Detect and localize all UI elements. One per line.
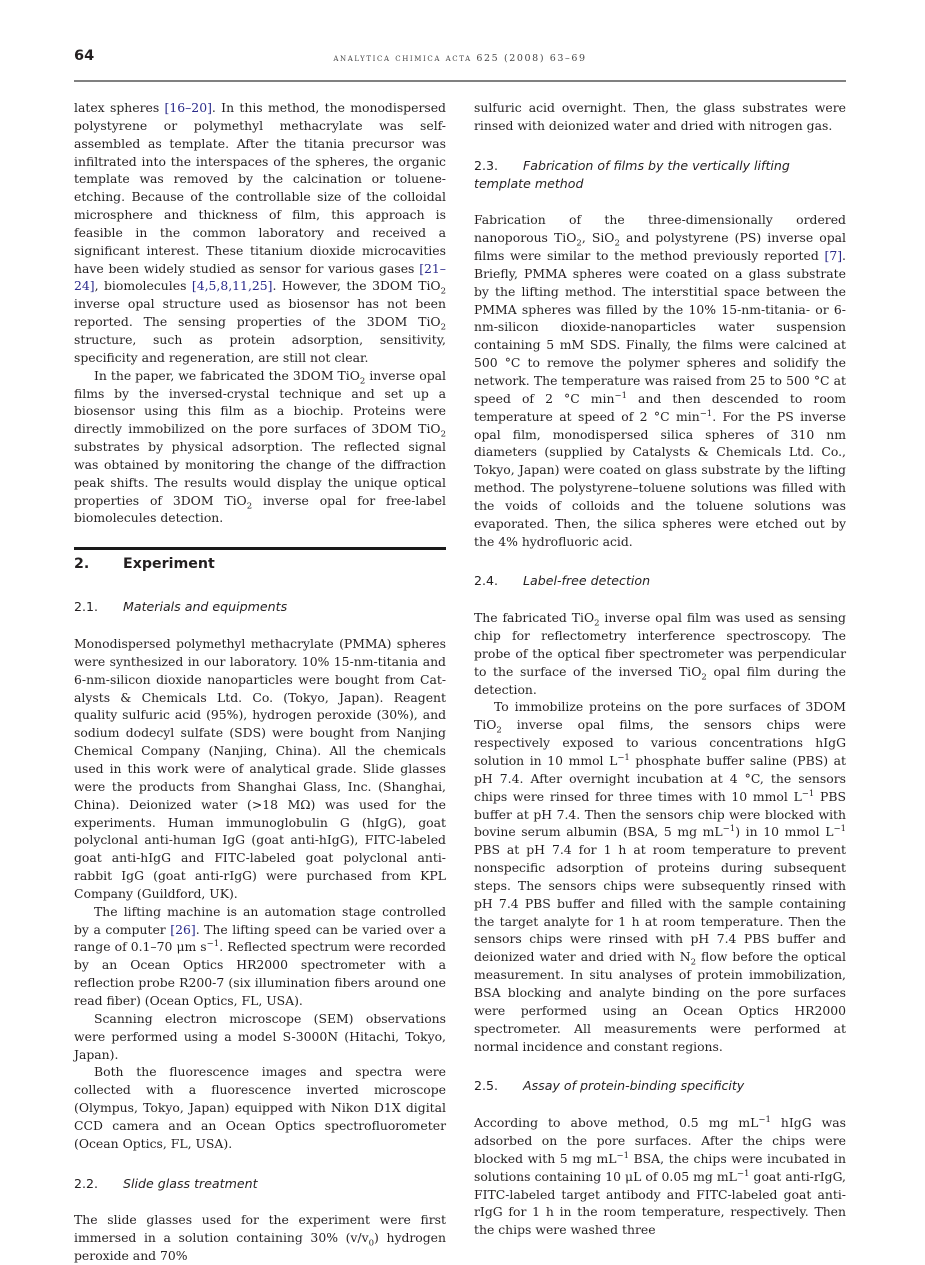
text: Both the fluorescence images and spectra were collected with a fluorescence inverted microscope (Olympus, Tokyo, Japan) equipped with Nikon D1X digital CCD camera and an Ocean Optics spectrofluorometer (Ocean Optics, FL, USA). <box>74 1064 446 1151</box>
text: Monodispersed polymethyl methacrylate (PMMA) spheres were synthesized in our laboratory. 10% 15-nm-titania and 6-nm-silicon dioxide nanoparticles were bought from Catalysts & Chemicals Ltd. Co. (Tokyo, Japan). Reagent quality sulfuric acid (95%), hydrogen peroxide (30%), and sodium dodecyl sulfate (SDS) were bought from Nanjing Chemical Company (Nanjing, China). All the chemicals used in this work were of analytical grade. Slide glasses were the products from Shanghai Glass, Inc. (Shanghai, China). Deionized water (>18 MΩ) was used for the experiments. Human immunoglobulin G (hIgG), goat polyclonal anti-human IgG (goat anti-hIgG), FITC-labeled goat anti-hIgG and FITC-labeled goat polyclonal anti-rabbit IgG (goat anti-rIgG) were purchased from KPL Company (Guildford, UK). <box>74 636 446 901</box>
right-column <box>474 99 846 1239</box>
slide-glass-paragraph-continued <box>474 99 846 135</box>
superscript: −1 <box>616 1150 629 1161</box>
text: . In this method, the monodispersed polystyrene or polymethyl methacrylate was self-assembled as template. After the titania precursor was infiltrated into the interspaces of the spheres, the organic template was removed by the calcination or toluene-etching. Because of the controllable size of the colloidal microsphere and thickness of film, this approach is feasible in the common laboratory and received a significant interest. These titanium dioxide microcavities have been widely studied as sensor for various gases <box>74 100 446 276</box>
citation-link[interactable]: [7] <box>824 248 843 264</box>
subsection-number: 2.3. <box>474 157 499 173</box>
subsection-heading-assay <box>474 1077 846 1095</box>
text: goat anti-rIgG, FITC-labeled target antibody and FITC-labeled goat anti-rIgG for 1 h in the room temperature, respectively. Then the chips were washed three <box>474 1168 846 1238</box>
subsection-number: 2.1. <box>74 599 99 615</box>
text: inverse opal films by the inversed-crystal technique and set up a biosensor using this film as a biochip. Proteins were directly immobilized on the pore surfaces of 3DOM TiO <box>74 367 446 437</box>
materials-paragraph-4 <box>74 1063 446 1152</box>
text: . Reflected spectrum were recorded by an Ocean Optics HR2000 spectrometer with a reflection probe R200-7 (six illumination fibers around one read fiber) (Ocean Optics, FL, USA). <box>74 939 446 1008</box>
superscript: −1 <box>736 1168 750 1179</box>
subscript: 2 <box>496 725 502 736</box>
citation-link[interactable]: [26] <box>170 921 196 937</box>
subscript: 2 <box>440 429 446 440</box>
superscript: −1 <box>614 390 627 401</box>
text: phosphate buffer saline (PBS) at pH 7.4. After overnight incubation at 4 °C, the sensors chips were rinsed for three times with 10 mmol L <box>474 753 846 804</box>
superscript: −1 <box>699 408 713 419</box>
text: Fabrication of the three-dimensionally ordered nanoporous TiO <box>474 212 846 246</box>
text: ) hydrogen peroxide and 70% <box>74 1230 446 1264</box>
text: opal film during the detection. <box>474 663 846 697</box>
text: In the paper, we fabricated the 3DOM TiO <box>94 367 360 383</box>
citation-link[interactable]: [21–24] <box>74 260 446 294</box>
subsection-title: Assay of protein-binding specificity <box>523 1078 745 1094</box>
text: sulfuric acid overnight. Then, the glass substrates were rinsed with deionized water and dried with nitrogen gas. <box>474 100 846 133</box>
text: The lifting machine is an automation stage controlled by a computer <box>74 903 446 937</box>
subscript: 2 <box>690 957 697 968</box>
left-column <box>74 99 446 1265</box>
intro-paragraph-1 <box>74 99 446 367</box>
subsection-title: Slide glass treatment <box>123 1175 258 1191</box>
subscript: 2 <box>701 672 707 683</box>
text: latex spheres <box>74 100 165 115</box>
label-free-paragraph-1 <box>474 609 846 698</box>
superscript: −1 <box>801 788 815 799</box>
text: PBS at pH 7.4 for 1 h at room temperature to prevent nonspecific adsorption of proteins during subsequent steps. The sensors chips were subsequently rinsed with pH 7.4 PBS buffer and filled with the sample containing the target analyte for 1 h at room temperature. Then the sensors chips were rinsed with pH 7.4 PBS buffer and deionized water and dried with N <box>474 842 846 965</box>
subsection-heading-slide-glass <box>74 1175 446 1193</box>
text: PBS buffer at pH 7.4. Then the sensors chip were blocked with bovine serum albumin (BSA, 5 mg mL <box>474 788 846 840</box>
subscript: 2 <box>440 322 446 333</box>
materials-paragraph-2 <box>74 903 446 1010</box>
subscript: 2 <box>576 238 582 249</box>
text: hIgG was adsorbed on the pore surfaces. After the chips were blocked with 5 mg mL <box>474 1115 847 1166</box>
section-title: Experiment <box>123 556 215 573</box>
citation-link[interactable]: [4,5,8,11,25] <box>191 278 273 294</box>
intro-paragraph-2 <box>74 367 446 528</box>
section-heading-experiment <box>74 556 446 578</box>
text: ) in 10 mmol L <box>735 824 834 840</box>
subscript: 2 <box>359 376 366 387</box>
text: inverse opal for free-label biomolecules detection. <box>74 492 446 526</box>
section-number: 2. <box>74 556 90 573</box>
text: . Briefly, PMMA spheres were coated on a glass substrate by the lifting method. The interstitial space between the PMMA spheres was filled by the 10% 15-nm-titania- or 6-nm-silicon dioxide-nanoparticles water suspension containing 5 mM SDS. Finally, the films were calcined at 500 °C to remove the polymer spheres and solidify the network. The temperature was raised from 25 to 500 °C at speed of 2 °C min <box>474 248 846 406</box>
subsection-number: 2.2. <box>74 1175 99 1191</box>
subsection-heading-materials <box>74 598 446 616</box>
citation-link[interactable]: [16–20] <box>164 100 212 115</box>
subscript: 2 <box>614 238 620 249</box>
materials-paragraph-1 <box>74 635 446 903</box>
superscript: −1 <box>617 752 630 763</box>
text: To immobilize proteins on the pore surfaces of 3DOM TiO <box>474 699 846 733</box>
section-divider <box>74 547 446 550</box>
subscript: 2 <box>594 618 600 629</box>
subsection-title: Materials and equipments <box>123 599 288 615</box>
fabrication-paragraph <box>474 211 846 550</box>
text: The slide glasses used for the experiment were first immersed in a solution containing 30% (v/v <box>74 1212 446 1246</box>
text: inverse opal film was used as sensing chip for reflectometry interference spectroscopy. The probe of the optical fiber spectrometer was perpendicular to the surface of the inversed TiO <box>474 610 846 679</box>
page-number: 64 <box>74 48 95 64</box>
subscript: 2 <box>440 286 446 297</box>
slide-glass-paragraph <box>74 1211 446 1265</box>
materials-paragraph-3 <box>74 1010 446 1064</box>
text: The fabricated TiO <box>474 610 595 626</box>
assay-paragraph <box>474 1114 846 1239</box>
subsection-heading-fabrication <box>474 157 846 193</box>
text: flow before the optical measurement. In situ analyses of protein immobilization, BSA blocking and analyte binding on the pore surfaces were performed using an Ocean Optics HR2000 spectrometer. All measurements were performed at normal incidence and constant regions. <box>474 949 846 1054</box>
text: BSA, the chips were incubated in solutions containing 10 μL of 0.05 mg mL <box>474 1150 846 1184</box>
subsection-heading-label-free <box>474 572 846 590</box>
label-free-paragraph-2 <box>474 698 846 1055</box>
subsection-title: Fabrication of films by the vertically lifting template method <box>474 157 790 191</box>
text: . The lifting speed can be varied over a range of 0.1–70 μm s <box>74 921 446 955</box>
text: inverse opal structure used as biosensor has not been reported. The sensing properties of the 3DOM TiO <box>74 296 446 330</box>
superscript: −1 <box>833 824 846 835</box>
text: structure, such as protein adsorption, sensitivity, specificity and regeneration, are still not clear. <box>74 331 446 365</box>
superscript: −1 <box>722 824 736 835</box>
text: , SiO <box>581 230 615 246</box>
text: According to above method, 0.5 mg mL <box>474 1115 759 1131</box>
subsection-number: 2.4. <box>474 573 499 589</box>
page-header <box>74 46 846 82</box>
subsection-number: 2.5. <box>474 1078 499 1094</box>
subsection-title: Label-free detection <box>523 573 651 589</box>
superscript: −1 <box>758 1115 771 1126</box>
running-head: analytica chimica acta 625 (2008) 63–69 <box>333 53 587 64</box>
text: . However, the 3DOM TiO <box>272 278 441 294</box>
text: . For the PS inverse opal film, monodispersed silica spheres of 310 nm diameters (supplied by Catalysts & Chemicals Ltd. Co., Tokyo, Japan) were coated on glass substrate by the lifting method. The polystyrene–toluene solutions was filled with the voids of colloids and the toluene solutions was evaporated. Then, the silica spheres were etched out by the 4% hydrofluoric acid. <box>474 408 846 549</box>
text: and then descended to room temperature at speed of 2 °C min <box>474 390 846 424</box>
text: , biomolecules <box>94 278 192 294</box>
text: and polystyrene (PS) inverse opal films were similar to the method previously reported <box>474 230 846 264</box>
superscript: −1 <box>206 939 220 950</box>
subscript: 2 <box>246 501 253 512</box>
text: substrates by physical adsorption. The reflected signal was obtained by monitoring the change of the diffraction peak shifts. The results would display the unique optical properties of 3DOM TiO <box>74 439 446 508</box>
text: Scanning electron microscope (SEM) observations were performed using a model S-3000N (Hitachi, Tokyo, Japan). <box>74 1010 446 1062</box>
subscript: 0 <box>368 1238 375 1249</box>
text: inverse opal films, the sensors chips were respectively exposed to various concentrations hIgG solution in 10 mmol L <box>474 717 846 768</box>
